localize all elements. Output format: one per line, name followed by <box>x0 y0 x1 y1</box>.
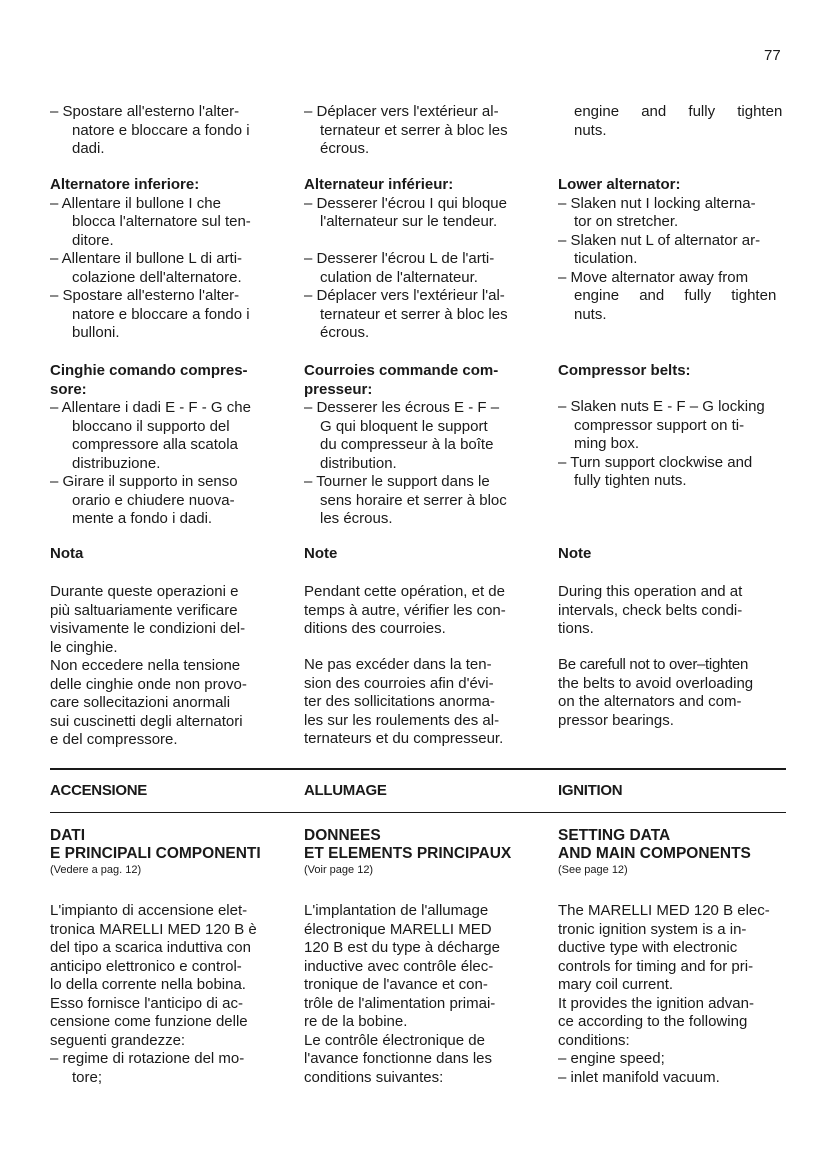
text-line: mente a fondo i dadi. <box>72 510 213 527</box>
text-line: delle cinghie onde non provo- <box>50 675 247 693</box>
text-line: tions. <box>558 620 594 637</box>
text-line: lo della corrente nella bobina. <box>50 976 246 993</box>
text-line: – Desserer l'écrou I qui bloque <box>304 194 507 212</box>
it-data-title <box>50 827 278 877</box>
heading: Lower alternator: <box>558 176 681 193</box>
section-title: ALLUMAGE <box>304 782 387 799</box>
text-line: – Allentare i dadi E - F - G che <box>50 399 251 416</box>
text-line: G qui bloquent le support <box>320 417 488 435</box>
fr-lower-alternator-2 <box>304 250 532 343</box>
text-line: ternateur et serrer à bloc les <box>320 305 508 323</box>
text-line: the belts to avoid overloading <box>558 674 754 692</box>
text-line: pressor bearings. <box>558 711 674 729</box>
text-line: l'alternateur sur le tendeur. <box>320 213 498 230</box>
it-section-title <box>50 782 278 801</box>
text-line: Esso fornisce l'anticipo di ac- <box>50 994 243 1012</box>
text-line: conditions suivantes: <box>304 1068 444 1086</box>
text-line: Le contrôle électronique de <box>304 1031 485 1049</box>
en-intro <box>558 103 786 140</box>
section-rule-top <box>50 768 786 770</box>
heading: Alternateur inférieur: <box>304 176 454 193</box>
fr-data-title <box>304 827 532 877</box>
fr-intro <box>304 103 532 159</box>
text-line: ductive type with electronic <box>558 939 738 956</box>
text-line: – Spostare all'esterno l'alter- <box>50 287 240 304</box>
text-line: – Tourner le support dans le <box>304 473 490 490</box>
heading: Note <box>304 545 338 562</box>
text-line: anticipo elettronico e control- <box>50 957 242 975</box>
text-line: ditions des courroies. <box>304 620 446 637</box>
text-line: orario e chiudere nuova- <box>72 491 235 509</box>
data-heading: ET ELEMENTS PRINCIPAUX <box>304 845 512 862</box>
fr-lower-alternator <box>304 176 532 232</box>
data-heading: AND MAIN COMPONENTS <box>558 845 751 862</box>
text-line: The MARELLI MED 120 B elec- <box>558 902 770 919</box>
text-line: trôle de l'alimentation primai- <box>304 994 496 1012</box>
data-heading: SETTING DATA <box>558 827 671 844</box>
text-line: Non eccedere nella tensione <box>50 657 241 674</box>
text-line: Durante queste operazioni e <box>50 583 239 600</box>
heading: Alternatore inferiore: <box>50 176 200 193</box>
fr-belts <box>304 362 532 529</box>
text-line: tronique de l'avance et con- <box>304 976 488 993</box>
text-line: électronique MARELLI MED <box>304 920 492 938</box>
text-line: L'implantation de l'allumage <box>304 902 489 919</box>
en-note-1 <box>558 583 786 639</box>
text-line: – Déplacer vers l'extérieur al- <box>304 103 499 120</box>
en-data-title <box>558 827 786 877</box>
text-line: visivamente le condizioni del- <box>50 620 246 637</box>
it-belts <box>50 362 278 529</box>
en-section-title <box>558 782 786 801</box>
fr-note-title <box>304 545 532 564</box>
text-line: ternateurs et du compresseur. <box>304 730 504 747</box>
text-line: – Allentare il bullone L di arti- <box>50 250 243 267</box>
text-line: compressor support on ti- <box>574 416 745 434</box>
text-line: – Desserer les écrous E - F – <box>304 399 500 416</box>
text-line: distribution. <box>320 454 397 472</box>
heading: sore: <box>50 380 87 398</box>
text-line: tor on stretcher. <box>574 213 679 230</box>
en-belts <box>558 398 786 491</box>
en-note-title <box>558 545 786 564</box>
text-line: engine and fully tighten <box>574 103 783 120</box>
text-line: ditore. <box>72 231 114 249</box>
en-body <box>558 902 786 1087</box>
heading: Note <box>558 545 592 562</box>
section-rule-bottom <box>50 812 786 813</box>
text-line: ming box. <box>574 435 640 452</box>
fr-note-2 <box>304 656 532 749</box>
text-line: inductive avec contrôle élec- <box>304 957 494 975</box>
section-title: ACCENSIONE <box>50 782 148 799</box>
section-title: IGNITION <box>558 782 623 799</box>
text-line: ter des sollicitations anorma- <box>304 693 495 710</box>
en-belts-title <box>558 362 786 381</box>
heading: Compressor belts: <box>558 362 691 379</box>
text-line: nuts. <box>574 121 607 139</box>
text-line: – Slaken nut I locking alterna- <box>558 194 756 212</box>
heading: Nota <box>50 545 84 562</box>
text-line: più saltuariamente verificare <box>50 601 238 619</box>
text-line: du compresseur à la boîte <box>320 436 494 453</box>
text-line: blocca l'alternatore sul ten- <box>72 213 251 230</box>
text-line: – Spostare all'esterno l'alter- <box>50 103 240 120</box>
text-line: – Girare il supporto in senso <box>50 473 238 490</box>
text-line: – Move alternator away from <box>558 268 749 286</box>
text-line: 120 B est du type à décharge <box>304 939 500 956</box>
text-line: – regime di rotazione del mo- <box>50 1050 245 1067</box>
text-line: natore e bloccare a fondo i <box>72 305 250 323</box>
text-line: écrous. <box>320 324 370 341</box>
text-line: tronica MARELLI MED 120 B è <box>50 920 257 938</box>
text-line: – Déplacer vers l'extérieur l'al- <box>304 287 505 304</box>
text-line: sion des courroies afin d'évi- <box>304 674 494 692</box>
text-line: del tipo a scarica induttiva con <box>50 939 251 956</box>
fr-body <box>304 902 532 1087</box>
it-note <box>50 583 278 750</box>
text-line: le cinghie. <box>50 638 118 656</box>
text-line: nuts. <box>574 305 607 323</box>
text-line: – Allentare il bullone I che <box>50 194 221 212</box>
text-line: l'avance fonctionne dans les <box>304 1050 492 1067</box>
text-line: controls for timing and for pri- <box>558 957 754 975</box>
text-line: distribuzione. <box>72 454 161 472</box>
text-line: colazione dell'alternatore. <box>72 268 242 286</box>
text-line: écrous. <box>320 140 370 157</box>
text-line: L'impianto di accensione elet- <box>50 902 248 919</box>
text-line: sens horaire et serrer à bloc <box>320 491 507 509</box>
text-line: intervals, check belts condi- <box>558 601 743 619</box>
text-line: fully tighten nuts. <box>574 472 687 489</box>
data-heading: E PRINCIPALI COMPONENTI <box>50 845 261 862</box>
text-line: les sur les roulements des al- <box>304 711 500 729</box>
text-line: les écrous. <box>320 510 393 527</box>
text-line: bloccano il supporto del <box>72 417 230 435</box>
text-line: tore; <box>72 1068 103 1086</box>
text-line: on the alternators and com- <box>558 693 742 710</box>
text-line: ticulation. <box>574 250 638 267</box>
text-line: Pendant cette opération, et de <box>304 583 505 600</box>
heading: presseur: <box>304 380 373 398</box>
text-line: – Desserer l'écrou L de l'arti- <box>304 250 495 267</box>
text-line: engine and fully tighten <box>574 287 777 304</box>
text-line: bulloni. <box>72 324 120 341</box>
text-line: – engine speed; <box>558 1050 665 1067</box>
text-line: ternateur et serrer à bloc les <box>320 121 508 139</box>
text-line: ce according to the following <box>558 1013 748 1030</box>
text-line: natore e bloccare a fondo i <box>72 121 250 139</box>
text-line: dadi. <box>72 140 105 157</box>
text-line: compressore alla scatola <box>72 436 238 453</box>
text-line: mary coil current. <box>558 976 674 993</box>
it-intro <box>50 103 278 159</box>
text-line: Ne pas excéder dans la ten- <box>304 656 492 673</box>
text-line: e del compressore. <box>50 731 178 748</box>
data-heading: DATI <box>50 827 86 844</box>
page-reference: (See page 12) <box>558 864 628 876</box>
page-reference: (Vedere a pag. 12) <box>50 864 142 876</box>
text-line: sui cuscinetti degli alternatori <box>50 712 243 730</box>
text-line: tronic ignition system is a in- <box>558 920 747 938</box>
it-lower-alternator <box>50 176 278 343</box>
en-lower-alternator <box>558 176 786 324</box>
fr-note-1 <box>304 583 532 639</box>
heading: Courroies commande com- <box>304 362 499 379</box>
page-reference: (Voir page 12) <box>304 864 374 876</box>
text-line: care sollecitazioni anormali <box>50 694 231 711</box>
en-note-2 <box>558 656 786 730</box>
text-line: temps à autre, vérifier les con- <box>304 601 506 619</box>
text-line: re de la bobine. <box>304 1013 408 1030</box>
text-line: conditions: <box>558 1031 630 1049</box>
text-line: It provides the ignition advan- <box>558 994 754 1012</box>
page-number: 77 <box>764 47 781 64</box>
heading: Cinghie comando compres- <box>50 362 248 379</box>
it-note-title <box>50 545 278 564</box>
text-line: During this operation and at <box>558 583 743 600</box>
text-line: – Slaken nuts E - F – G locking <box>558 398 765 415</box>
text-line: Be carefull not to over–tighten <box>558 656 748 673</box>
text-line: – inlet manifold vacuum. <box>558 1068 720 1086</box>
text-line: – Turn support clockwise and <box>558 453 753 471</box>
text-line: – Slaken nut L of alternator ar- <box>558 231 761 249</box>
text-line: seguenti grandezze: <box>50 1031 186 1049</box>
text-line: culation de l'alternateur. <box>320 268 478 286</box>
it-body <box>50 902 278 1087</box>
text-line: censione come funzione delle <box>50 1013 248 1030</box>
fr-section-title <box>304 782 532 801</box>
data-heading: DONNEES <box>304 827 381 844</box>
